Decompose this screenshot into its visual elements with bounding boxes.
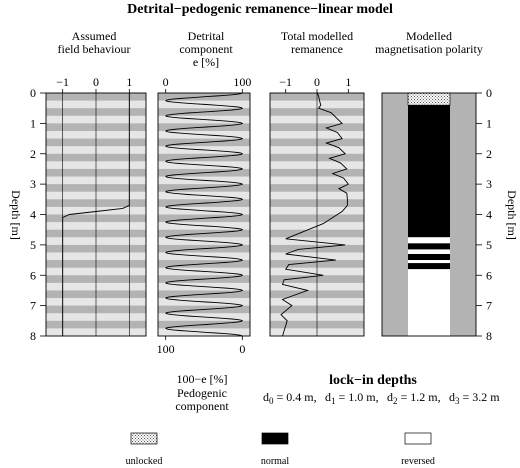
header-total-line1: Total modelled [280,29,354,43]
lock-in-heading: lock−in depths [329,373,417,388]
panel-detrital [157,75,252,356]
legend-swatch-reversed [405,433,431,444]
lock-in-depth-item: $d_2 = 1.2$ m, [387,390,441,406]
header-field-line2: field behaviour [57,42,131,56]
depth-tick-label-left: 8 [30,329,36,343]
depth-tick-label-right: 2 [486,146,492,161]
bottom-tick-label: 100 [156,342,175,356]
depth-tick-label-left: 1 [30,116,36,131]
depth-tick-label-right: 5 [486,237,492,252]
x-tick-label: 1 [345,75,352,89]
legend-swatch-unlocked [131,433,157,444]
chart-title: Detrital−pedogenic remanence−linear model [127,2,393,17]
depth-tick-label-right: 3 [486,177,492,192]
depth-tick-label-right: 6 [486,268,492,283]
panel-polarity [382,93,476,336]
header-detrital-line3: e [%] [192,55,220,69]
bottom-tick-label: 0 [239,342,246,356]
polarity-block-reversed [408,260,450,263]
depth-tick-label-right: 8 [486,329,492,343]
x-tick-label: 1 [126,75,133,89]
depth-tick-label-left: 7 [30,298,36,313]
depth-axis-label-left: Depth [m] [9,190,23,240]
polarity-block-normal [408,105,450,237]
detrital-bottom-label: 100−e [%] [176,372,228,386]
lock-in-depth-item: $d_3 = 3.2$ m [449,390,500,406]
header-detrital-line1: Detrital [187,29,225,43]
polarity-block-reversed [408,237,450,243]
depth-tick-label-right: 7 [486,298,492,313]
depth-tick-label-left: 6 [30,268,36,283]
lock-in-depth-item: $d_0 = 0.4$ m, [263,390,317,406]
pedogenic-label-line1: Pedogenic [177,386,227,400]
depth-tick-label-left: 2 [30,146,36,161]
depth-tick-label-right: 4 [486,207,492,222]
depth-tick-label-right: 0 [486,86,492,100]
legend-label-reversed: reversed [401,456,435,467]
x-tick-label: 0 [314,75,320,89]
polarity-block-unlocked [408,93,450,105]
depth-tick-label-left: 4 [30,207,36,222]
panel-field [46,75,146,336]
x-tick-label: 100 [233,75,252,89]
x-tick-label: 0 [93,75,99,89]
legend-label-normal: normal [260,456,290,467]
depth-tick-label-left: 0 [30,86,36,100]
pedogenic-label-line2: component [175,399,229,413]
polarity-block-normal [408,263,450,269]
header-field-line1: Assumed [71,29,117,43]
legend-label-unlocked: unlocked [125,456,163,467]
polarity-block-normal [408,243,450,249]
polarity-block-normal [408,254,450,260]
x-tick-label: 0 [162,75,169,89]
depth-tick-label-left: 3 [30,177,36,192]
depth-tick-label-right: 1 [486,116,492,131]
polarity-block-reversed [408,269,450,336]
header-polarity-line1: Modelled [406,29,452,43]
lock-in-depth-item: $d_1 = 1.0$ m, [325,390,379,406]
x-tick-label: −1 [56,75,70,89]
depth-axis-label-right: Depth [m] [505,190,519,240]
panel-total [270,75,364,336]
header-detrital-line2: component [179,42,233,56]
header-total-line2: remanence [291,42,343,56]
depth-tick-label-left: 5 [30,237,36,252]
header-polarity-line2: magnetisation polarity [375,42,483,56]
legend-swatch-normal [262,433,288,444]
polarity-block-reversed [408,249,450,254]
x-tick-label: −1 [279,75,293,89]
